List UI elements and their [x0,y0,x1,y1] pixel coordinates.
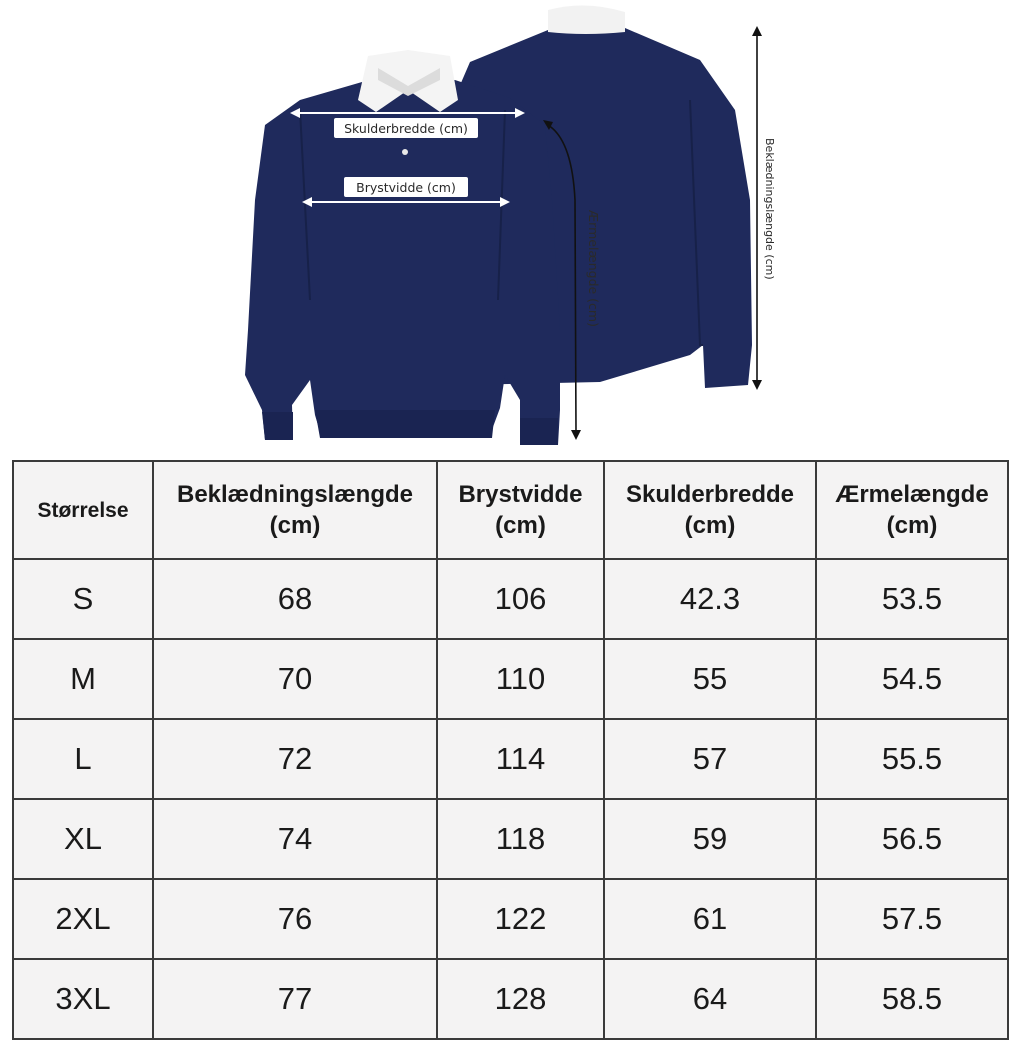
chest-cell: 114 [437,719,604,799]
length-label: Beklædningslængde (cm) [763,138,776,280]
chest-cell: 122 [437,879,604,959]
header-sleeve-length: Ærmelængde (cm) [816,461,1008,559]
sleeve-label: Ærmelængde (cm) [586,210,601,327]
sleeve-cell: 56.5 [816,799,1008,879]
size-cell: XL [13,799,153,879]
table-row [13,559,1008,639]
size-cell: M [13,639,153,719]
header-chest-width: Brystvidde (cm) [437,461,604,559]
table-row [13,719,1008,799]
length-cell: 72 [153,719,437,799]
table-header-row [13,461,1008,559]
garment-front-view [245,50,560,445]
table-row [13,959,1008,1039]
header-garment-length: Beklædningslængde (cm) [153,461,437,559]
table-row [13,879,1008,959]
shoulder-cell: 64 [604,959,816,1039]
length-cell: 74 [153,799,437,879]
shoulder-label: Skulderbredde (cm) [344,121,468,136]
size-cell: L [13,719,153,799]
chest-cell: 128 [437,959,604,1039]
sleeve-cell: 58.5 [816,959,1008,1039]
shoulder-cell: 42.3 [604,559,816,639]
chest-cell: 118 [437,799,604,879]
length-cell: 68 [153,559,437,639]
garment-illustration [0,0,1022,455]
chest-cell: 106 [437,559,604,639]
sleeve-cell: 55.5 [816,719,1008,799]
shoulder-cell: 59 [604,799,816,879]
size-cell: 3XL [13,959,153,1039]
length-measure-arrow [752,26,762,390]
table-row [13,799,1008,879]
length-cell: 70 [153,639,437,719]
sleeve-cell: 53.5 [816,559,1008,639]
size-cell: 2XL [13,879,153,959]
chest-label: Brystvidde (cm) [356,180,456,195]
size-chart-table [12,460,1009,1040]
chest-cell: 110 [437,639,604,719]
length-cell: 77 [153,959,437,1039]
header-size: Størrelse [13,461,153,559]
size-cell: S [13,559,153,639]
header-shoulder-width: Skulderbredde (cm) [604,461,816,559]
shoulder-cell: 55 [604,639,816,719]
garment-measurement-diagram [0,0,1022,455]
table-row [13,639,1008,719]
shoulder-cell: 61 [604,879,816,959]
shoulder-cell: 57 [604,719,816,799]
length-cell: 76 [153,879,437,959]
sleeve-cell: 54.5 [816,639,1008,719]
sleeve-cell: 57.5 [816,879,1008,959]
